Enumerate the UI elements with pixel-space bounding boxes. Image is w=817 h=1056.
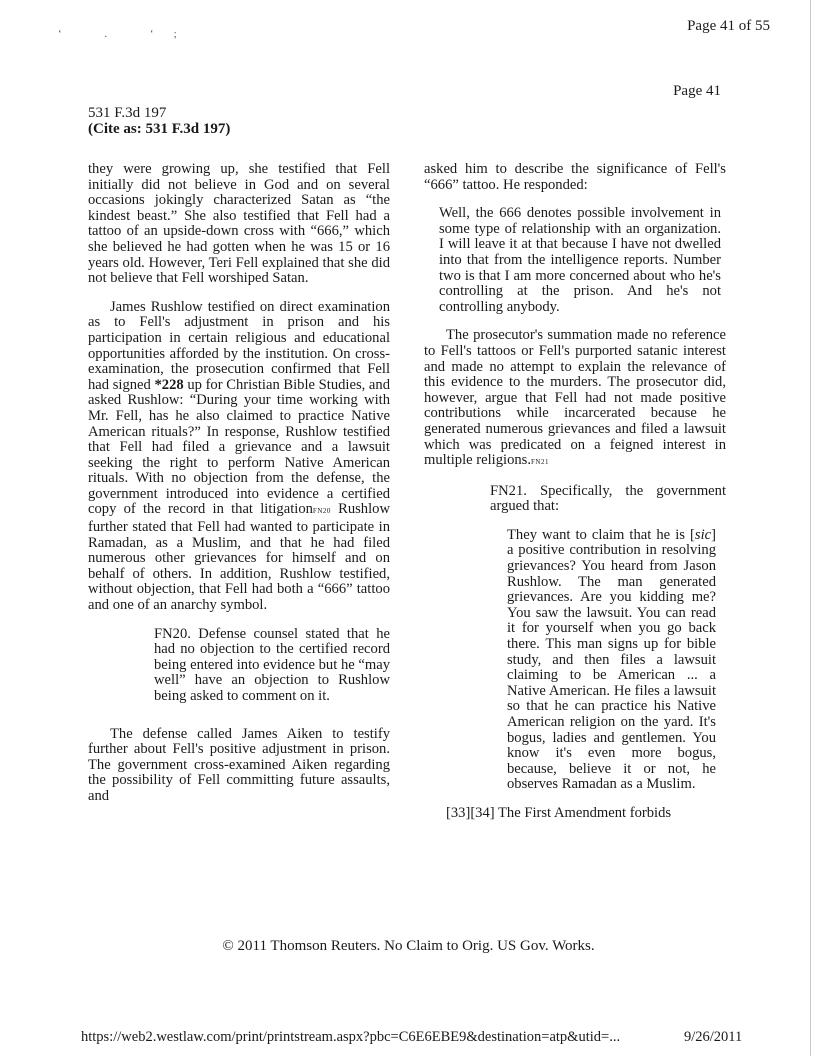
paragraph — [424, 328, 726, 470]
text-run: They want to claim that he is [ — [507, 526, 695, 543]
paragraph: they were growing up, she testified that Fell initially did not believe in God and on several occasions jokingly characterized Satan as “the kindest beast.” She also testified that Fell had a tattoo of an upside-down cross with “666,” which she believed he had gotten when he was 15 or 16 years old. However, Teri Fell explained that she did not believe that Fell worshiped Satan. — [88, 161, 390, 287]
copyright-footer: © 2011 Thomson Reuters. No Claim to Orig. US Gov. Works. — [222, 938, 595, 954]
scan-specks: ‘ . ‘; — [58, 28, 197, 40]
print-date: 9/26/2011 — [684, 1029, 743, 1045]
text-run: ] a positive contribution in resolving grievances? You heard from Jason Rushlow. The man generated grievances. Are you kidding me? You saw the lawsuit. You can read it for yourself when you go back there. This man signs up for bible study, and then files a lawsuit claiming to be American ... a Native American. He files a lawsuit so that he can practice his Native American religion on the yard. It's bogus, ladies and gentlemen. You know it's even more bogus, because, believe it or not, he observes Ramadan as a Muslim. — [507, 526, 716, 793]
sic-italic: sic — [694, 526, 712, 543]
paragraph — [88, 300, 390, 614]
print-url: https://web2.westlaw.com/print/printstream.aspx?pbc=C6E6EBE9&destination=atp&utid=... — [81, 1029, 621, 1045]
paragraph: [33][34] The First Amendment forbids — [446, 804, 672, 821]
citation-cite-as: (Cite as: 531 F.3d 197) — [88, 121, 231, 137]
page-of-count: Page 41 of 55 — [687, 18, 770, 34]
paragraph: asked him to describe the significance of Fell's “666” tattoo. He responded: — [424, 161, 726, 193]
text-run: James Rushlow testified on direct examination as to Fell's adjustment in prison and his participation in certain religious and educational opportunities afforded by the institution. On cross-examination, the prosecution confirmed that Fell had signed — [88, 298, 390, 393]
block-quote: Well, the 666 denotes possible involvement in some type of relationship with an organization. I will leave it at that because I have not dwelled into that from the intelligence reports. Number two is that I am more concerned about who he's controlling at the prison. And he's not controlling anybody. — [439, 205, 721, 315]
footnote-ref-fn20[interactable]: FN20 — [312, 507, 331, 516]
footnote-fn21: FN21. Specifically, the government argued that: — [490, 482, 726, 515]
left-column — [88, 162, 390, 805]
paragraph: The defense called James Aiken to testify further about Fell's positive adjustment in prison. The government cross-examined Aiken regarding the possibility of Fell committing future assaults, and — [88, 725, 390, 804]
footnote-fn20: FN20. Defense counsel stated that he had no objection to the certified record being entered into evidence but he “may well” have an objection to Rushlow being asked to comment on it. — [154, 625, 390, 704]
text-run: up for Christian Bible Studies, and asked Rushlow: “During your time working with Mr. Fell, has he also claimed to practice Native American rituals?” In response, Rushlow testified that Fell had filed a grievance and a lawsuit seeking the right to perform Native American rituals. With no objection from the defense, the government introduced into evidence a certified copy of the record in that litigation — [88, 376, 390, 518]
footnote-block-quote — [507, 528, 716, 793]
text-run: The prosecutor's summation made no reference to Fell's tattoos or Fell's purported satanic interest and made no attempt to explain the relevance of this evidence to the murders. The prosecutor did, however, argue that Fell had not made positive contributions while incarcerated because he generated numerous grievances and filed a lawsuit which was predicated on a feigned interest in multiple religions. — [424, 327, 726, 469]
right-column — [424, 162, 726, 822]
citation-header — [88, 105, 230, 137]
text-run: Rushlow further stated that Fell had wanted to participate in Ramadan, as a Muslim, and that he had filed numerous other grievances for himself and on behalf of others. In addition, Rushlow testified, without objection, that Fell had both a “666” tattoo and one of an anarchy symbol. — [88, 501, 390, 614]
page-edge-line — [810, 0, 811, 1056]
star-page-marker: *228 — [154, 376, 184, 393]
citation-reporter: 531 F.3d 197 — [88, 105, 167, 121]
page-number: Page 41 — [673, 83, 721, 99]
footnote-ref-fn21[interactable]: FN21 — [531, 458, 549, 467]
